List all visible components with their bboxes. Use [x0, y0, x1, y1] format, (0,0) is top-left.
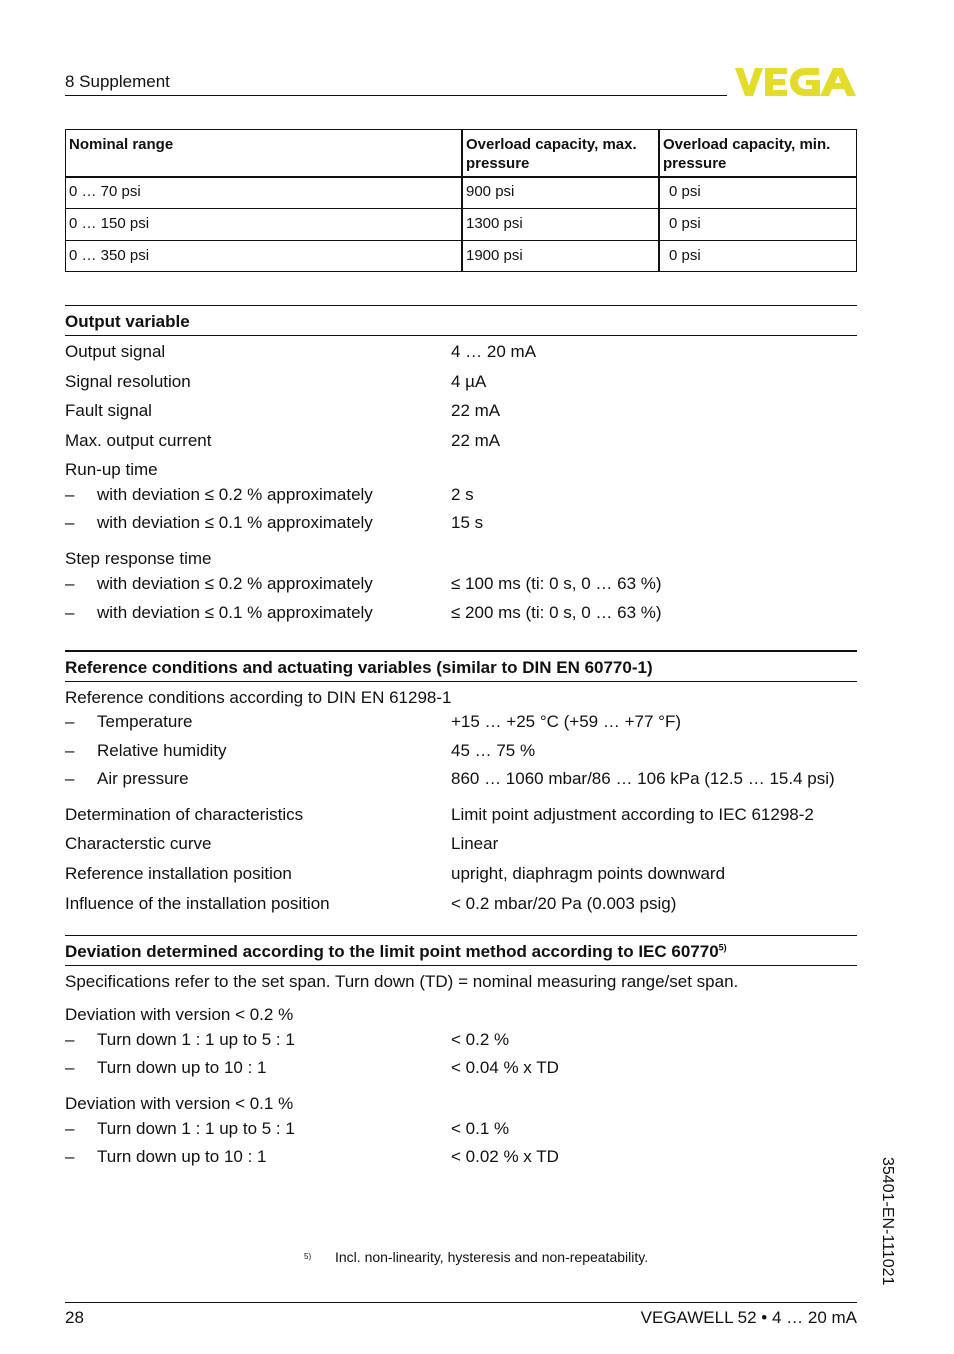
- product-name: VEGAWELL 52 • 4 … 20 mA: [640, 1308, 857, 1327]
- table-header-min: Overload capacity, min. pressure: [663, 136, 831, 172]
- installation-position-value: upright, diaphragm points downward: [451, 864, 726, 883]
- output-signal-value: 4 … 20 mA: [451, 342, 537, 361]
- list-dash: –: [65, 1058, 75, 1077]
- table-header-rule: [66, 176, 856, 178]
- fault-signal-label: Fault signal: [65, 401, 152, 420]
- influence-value: < 0.2 mbar/20 Pa (0.003 psig): [451, 894, 677, 913]
- list-dash: –: [65, 485, 75, 504]
- list-dash: –: [65, 1147, 75, 1166]
- air-pressure-label: Air pressure: [97, 769, 189, 788]
- signal-resolution-value: 4 µA: [451, 372, 487, 391]
- list-dash: –: [65, 1030, 75, 1049]
- deviation-title-text: Deviation determined according to the limit point method according to IEC 60770: [65, 942, 719, 961]
- step-item-value: ≤ 100 ms (ti: 0 s, 0 … 63 %): [451, 574, 662, 593]
- list-dash: –: [65, 513, 75, 532]
- table-cell: 1900 psi: [466, 247, 523, 264]
- output-signal-label: Output signal: [65, 342, 166, 361]
- turn-down-label: Turn down 1 : 1 up to 5 : 1: [97, 1119, 295, 1138]
- table-row-rule: [66, 208, 856, 209]
- list-dash: –: [65, 741, 75, 760]
- section-rule: [65, 935, 857, 936]
- table-cell: 0 … 150 psi: [69, 215, 150, 232]
- list-dash: –: [65, 1119, 75, 1138]
- step-response-label: Step response time: [65, 549, 212, 568]
- turn-down-value: < 0.1 %: [451, 1119, 510, 1138]
- section-heading: 8 Supplement: [65, 72, 170, 91]
- table-row-rule: [66, 240, 856, 241]
- header-rule: [65, 95, 727, 96]
- output-section-title: Output variable: [65, 312, 190, 331]
- table-cell: 0 … 70 psi: [69, 183, 141, 200]
- curve-label: Characterstic curve: [65, 834, 212, 853]
- step-item-value: ≤ 200 ms (ti: 0 s, 0 … 63 %): [451, 603, 662, 622]
- deviation-section-title: [65, 942, 727, 962]
- runup-item-label: with deviation ≤ 0.2 % approximately: [97, 485, 373, 504]
- step-item-label: with deviation ≤ 0.2 % approximately: [97, 574, 373, 593]
- step-item-label: with deviation ≤ 0.1 % approximately: [97, 603, 373, 622]
- table-divider: [658, 130, 660, 271]
- humidity-value: 45 … 75 %: [451, 741, 536, 760]
- turn-down-label: Turn down up to 10 : 1: [97, 1058, 267, 1077]
- document-code: 35401-EN-111021: [879, 1157, 896, 1286]
- runup-label: Run-up time: [65, 460, 158, 479]
- table-header-max: Overload capacity, max. pressure: [466, 136, 637, 172]
- turn-down-label: Turn down 1 : 1 up to 5 : 1: [97, 1030, 295, 1049]
- humidity-label: Relative humidity: [97, 741, 227, 760]
- installation-position-label: Reference installation position: [65, 864, 292, 883]
- list-dash: –: [65, 574, 75, 593]
- curve-value: Linear: [451, 834, 499, 853]
- table-cell: 0 psi: [669, 215, 701, 232]
- table-header-nominal: Nominal range: [69, 136, 174, 153]
- max-current-label: Max. output current: [65, 431, 212, 450]
- vega-logo: [735, 66, 857, 98]
- section-rule: [65, 965, 857, 966]
- influence-label: Influence of the installation position: [65, 894, 330, 913]
- list-dash: –: [65, 769, 75, 788]
- section-rule: [65, 305, 857, 306]
- table-cell: 0 psi: [669, 247, 701, 264]
- deviation-intro: Specifications refer to the set span. Turn down (TD) = nominal measuring range/set span.: [65, 972, 739, 991]
- document-code-container: [876, 1157, 896, 1302]
- runup-item-value: 2 s: [451, 485, 474, 504]
- table-cell: 0 … 350 psi: [69, 247, 150, 264]
- turn-down-value: < 0.02 % x TD: [451, 1147, 559, 1166]
- reference-section-title: Reference conditions and actuating variables (similar to DIN EN 60770-1): [65, 658, 653, 677]
- table-divider: [461, 130, 463, 271]
- determination-value: Limit point adjustment according to IEC 61298-2: [451, 805, 814, 824]
- determination-label: Determination of characteristics: [65, 805, 304, 824]
- runup-item-label: with deviation ≤ 0.1 % approximately: [97, 513, 373, 532]
- version-01-label: Deviation with version < 0.1 %: [65, 1094, 294, 1113]
- footer-rule: [65, 1302, 857, 1303]
- footnote-text: Incl. non-linearity, hysteresis and non-repeatability.: [335, 1249, 649, 1265]
- turn-down-value: < 0.2 %: [451, 1030, 510, 1049]
- list-dash: –: [65, 712, 75, 731]
- reference-intro: Reference conditions according to DIN EN 61298-1: [65, 688, 452, 707]
- signal-resolution-label: Signal resolution: [65, 372, 191, 391]
- list-dash: –: [65, 603, 75, 622]
- footnote-mark: 5): [304, 1252, 312, 1261]
- version-02-label: Deviation with version < 0.2 %: [65, 1005, 294, 1024]
- section-rule: [65, 681, 857, 682]
- page-number: 28: [65, 1308, 84, 1327]
- table-cell: 900 psi: [466, 183, 515, 200]
- section-rule: [65, 650, 857, 652]
- turn-down-label: Turn down up to 10 : 1: [97, 1147, 267, 1166]
- table-cell: 1300 psi: [466, 215, 523, 232]
- turn-down-value: < 0.04 % x TD: [451, 1058, 559, 1077]
- table-cell: 0 psi: [669, 183, 701, 200]
- temperature-value: +15 … +25 °C (+59 … +77 °F): [451, 712, 681, 731]
- temperature-label: Temperature: [97, 712, 193, 731]
- air-pressure-value: 860 … 1060 mbar/86 … 106 kPa (12.5 … 15.4 psi): [451, 769, 835, 788]
- footnote-ref: 5): [718, 942, 727, 953]
- section-rule: [65, 335, 857, 336]
- max-current-value: 22 mA: [451, 431, 501, 450]
- fault-signal-value: 22 mA: [451, 401, 501, 420]
- runup-item-value: 15 s: [451, 513, 484, 532]
- overload-table: [65, 129, 857, 272]
